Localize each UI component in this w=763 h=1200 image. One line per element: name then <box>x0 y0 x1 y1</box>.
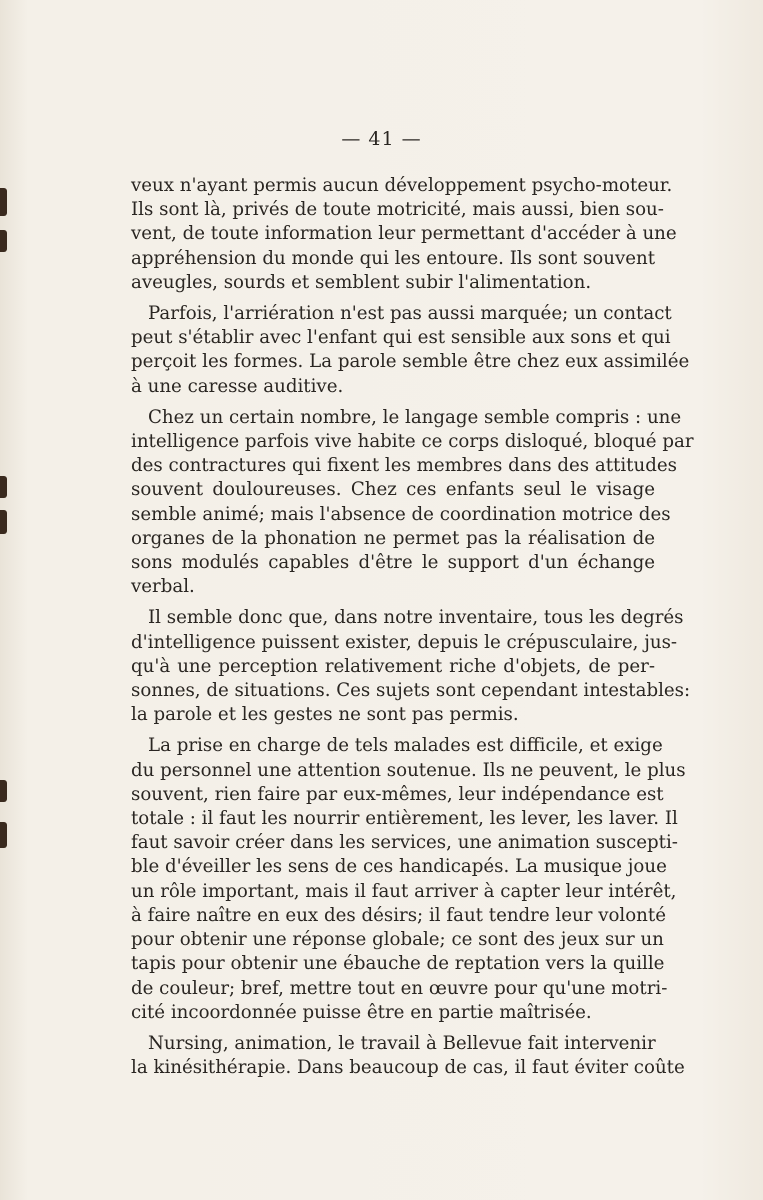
paragraph <box>131 606 691 727</box>
text-line: Parfois, l'arriération n'est pas aussi marquée; un contact <box>148 303 672 325</box>
text-line: Nursing, animation, le travail à Bellevue fait intervenir <box>148 1032 656 1054</box>
text-line: la kinésithérapie. Dans beaucoup de cas, il faut éviter coûte <box>131 1057 685 1079</box>
text-line: à une caresse auditive. <box>131 375 344 397</box>
text-line: sonnes, de situations. Ces sujets sont cependant intestables: <box>131 680 691 702</box>
text-line: ble d'éveiller les sens de ces handicapés. La musique joue <box>131 856 667 878</box>
text-line: verbal. <box>131 576 195 598</box>
text-line: d'intelligence puissent exister, depuis le crépusculaire, jus- <box>131 631 678 653</box>
text-line: souvent, rien faire par eux-mêmes, leur indépendance est <box>131 783 664 805</box>
paragraph <box>131 406 694 600</box>
text-line: intelligence parfois vive habite ce corps disloqué, bloqué par <box>131 431 694 453</box>
text-line: pour obtenir une réponse globale; ce sont des jeux sur un <box>131 929 664 951</box>
text-line: organes de la phonation ne permet pas la réalisation de <box>131 527 655 549</box>
binding-mark <box>0 476 7 498</box>
binding-mark <box>0 188 7 216</box>
binding-mark <box>0 780 7 802</box>
text-line: perçoit les formes. La parole semble être chez eux assimilée <box>131 351 690 373</box>
text-line: la parole et les gestes ne sont pas permis. <box>131 704 519 726</box>
text-line: un rôle important, mais il faut arriver à capter leur intérêt, <box>131 880 677 902</box>
text-line: cité incoordonnée puisse être en partie maîtrisée. <box>131 1001 592 1023</box>
text-line: aveugles, sourds et semblent subir l'alimentation. <box>131 271 592 293</box>
text-line: à faire naître en eux des désirs; il faut tendre leur volonté <box>131 904 666 926</box>
page-number: — 41 — <box>341 128 422 150</box>
text-line: tapis pour obtenir une ébauche de reptation vers la quille <box>131 953 665 975</box>
text-line: totale : il faut les nourrir entièrement, les lever, les laver. Il <box>131 808 678 830</box>
text-line: faut savoir créer dans les services, une animation suscepti- <box>131 832 678 854</box>
paragraph <box>131 302 690 399</box>
text-line: Ils sont là, privés de toute motricité, mais aussi, bien sou- <box>131 199 664 221</box>
text-line: qu'à une perception relativement riche d'objets, de per- <box>131 655 655 677</box>
text-line: souvent douloureuses. Chez ces enfants seul le visage <box>131 479 655 501</box>
paragraph <box>131 174 677 295</box>
text-line: veux n'ayant permis aucun développement psycho-moteur. <box>131 175 673 196</box>
paragraph <box>131 734 686 1024</box>
text-line: appréhension du monde qui les entoure. Ils sont souvent <box>131 247 655 269</box>
binding-mark <box>0 822 7 848</box>
text-line: La prise en charge de tels malades est difficile, et exige <box>148 735 663 757</box>
text-line: vent, de toute information leur permettant d'accéder à une <box>131 223 677 245</box>
text-line: Chez un certain nombre, le langage semble compris : une <box>148 406 682 428</box>
text-line: semble animé; mais l'absence de coordination motrice des <box>131 503 671 525</box>
binding-mark <box>0 510 7 534</box>
text-line: des contractures qui fixent les membres dans des attitudes <box>131 455 677 477</box>
text-line: Il semble donc que, dans notre inventaire, tous les degrés <box>148 607 684 629</box>
text-line: peut s'établir avec l'enfant qui est sensible aux sons et qui <box>131 327 671 349</box>
paragraph <box>131 1032 685 1080</box>
text-line: de couleur; bref, mettre tout en œuvre pour qu'une motri- <box>131 977 668 999</box>
text-line: du personnel une attention soutenue. Ils ne peuvent, le plus <box>131 759 686 781</box>
body-text <box>131 174 694 1080</box>
text-line: sons modulés capables d'être le support d'un échange <box>131 552 655 574</box>
binding-mark <box>0 230 7 252</box>
